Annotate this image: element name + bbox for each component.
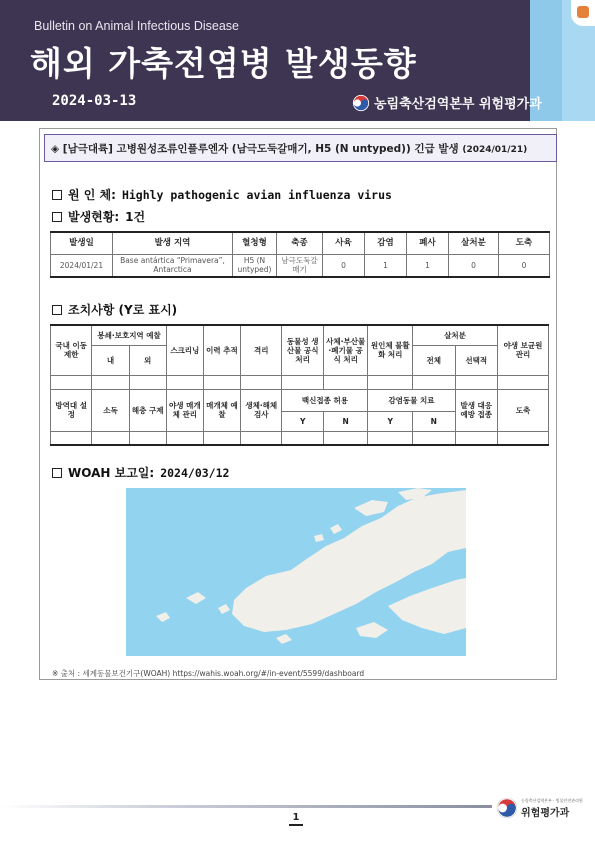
vaccine-y: Y <box>282 411 323 431</box>
measure-official-products: 동물성 생산물 공식 처리 <box>282 325 323 375</box>
checkbox-square-icon <box>52 305 62 315</box>
status-label: 발생현황: <box>68 210 120 224</box>
status-value: 1건 <box>125 210 146 224</box>
measure-lockdown: 봉쇄·보호지역 예찰 <box>92 325 166 345</box>
pathogen-label: 원 인 체: <box>68 188 116 202</box>
table-row <box>51 375 549 389</box>
source-note: ※ 출처 : 세계동물보건기구(WOAH) https://wahis.woah.org/#/in-event/5599/dashboard <box>52 669 365 678</box>
table-cell: 0 <box>499 254 550 277</box>
org-logo <box>352 93 542 112</box>
col-header: 발생일 <box>51 232 113 254</box>
pathogen-line <box>52 186 392 203</box>
measure-lockdown-in: 내 <box>92 345 129 375</box>
table-cell: 2024/01/21 <box>51 254 113 277</box>
measure-slaughter: 도축 <box>497 389 548 431</box>
table-cell: 1 <box>407 254 449 277</box>
footer-org-main: 위험평가과 <box>521 807 570 819</box>
report-title: ◈ [남극대륙] 고병원성조류인플루엔자 (남극도둑갈매기, H5 (N untyped)) 긴급 발생 (2024/01/21) <box>51 142 528 155</box>
report-title-box <box>44 134 557 162</box>
table-cell: 0 <box>323 254 365 277</box>
measure-inactivation: 원인체 불활화 처리 <box>368 325 413 375</box>
table-cell: 남극도둑갈매기 <box>277 254 323 277</box>
col-header: 살처분 <box>449 232 499 254</box>
table-cell: 0 <box>449 254 499 277</box>
measure-vaccine: 백신접종 허용 <box>282 389 368 411</box>
measure-culling-selective: 선택적 <box>455 345 497 375</box>
measure-screening: 스크리닝 <box>166 325 203 375</box>
bulletin-subtitle: Bulletin on Animal Infectious Disease <box>34 19 239 33</box>
measure-tracing: 이력 추적 <box>203 325 240 375</box>
col-header: 감염 <box>365 232 407 254</box>
table-cell: H5 (N untyped) <box>233 254 277 277</box>
footer-org-small: 농림축산검역본부 · 빗물안전관리원 <box>521 797 583 803</box>
vaccine-n: N <box>323 411 368 431</box>
measure-pest: 해충 구제 <box>129 389 166 431</box>
corner-square-icon <box>577 6 589 18</box>
col-header: 폐사 <box>407 232 449 254</box>
measure-quarantine: 격리 <box>241 325 282 375</box>
measure-official-carcass: 사체·부산물·폐기물 공식 처리 <box>323 325 368 375</box>
status-line <box>52 208 145 225</box>
measure-prevention: 발생 대응 예방 접종 <box>455 389 497 431</box>
col-header: 사육 <box>323 232 365 254</box>
measure-culling: 살처분 <box>413 325 498 345</box>
measure-culling-all: 전체 <box>413 345 455 375</box>
korea-taegeuk-icon <box>496 797 518 819</box>
korea-taegeuk-icon <box>352 94 370 112</box>
outbreak-location-map <box>126 488 466 656</box>
measure-surveillance: 생체·해체 검사 <box>241 389 282 431</box>
table-row <box>51 254 550 277</box>
woah-label: WOAH 보고일: <box>68 466 155 480</box>
page-number: 1 <box>289 812 303 826</box>
col-header: 발생 지역 <box>113 232 233 254</box>
measures-line <box>52 301 177 318</box>
col-header: 축종 <box>277 232 323 254</box>
woah-date: 2024/03/12 <box>160 465 230 480</box>
measure-disinfection: 소독 <box>92 389 129 431</box>
checkbox-square-icon <box>52 468 62 478</box>
table-cell: Base antártica “Primavera”, Antarctica <box>113 254 233 277</box>
table-header-row <box>51 232 550 254</box>
col-header: 도축 <box>499 232 550 254</box>
checkbox-square-icon <box>52 212 62 222</box>
measure-wildlife: 야생 보균원 관리 <box>497 325 548 375</box>
measure-zoning: 방역대 설정 <box>51 389 92 431</box>
footer-logo <box>496 797 583 819</box>
measure-lockdown-out: 외 <box>129 345 166 375</box>
pathogen-value: Highly pathogenic avian influenza virus <box>121 187 392 202</box>
col-header: 혈청형 <box>233 232 277 254</box>
org-name: 농림축산검역본부 위험평가과 <box>374 97 542 112</box>
page-title: 해외 가축전염병 발생동향 <box>30 44 417 83</box>
table-row <box>51 431 549 445</box>
footer-divider <box>0 805 492 808</box>
measure-treatment: 감염동물 치료 <box>368 389 455 411</box>
outbreak-table <box>50 231 550 278</box>
treatment-n: N <box>413 411 455 431</box>
table-cell: 1 <box>365 254 407 277</box>
measure-wild-vector: 야생 매개체 관리 <box>166 389 203 431</box>
measures-label: 조치사항 (Y로 표시) <box>68 303 178 317</box>
publish-date: 2024-03-13 <box>52 93 137 109</box>
measures-table <box>50 324 549 446</box>
measure-domestic: 국내 이동 제한 <box>51 325 92 375</box>
map-graphic <box>126 488 466 656</box>
corner-badge <box>571 0 595 26</box>
treatment-y: Y <box>368 411 413 431</box>
woah-line <box>52 464 229 481</box>
checkbox-square-icon <box>52 190 62 200</box>
measure-vector: 매개체 예찰 <box>203 389 240 431</box>
